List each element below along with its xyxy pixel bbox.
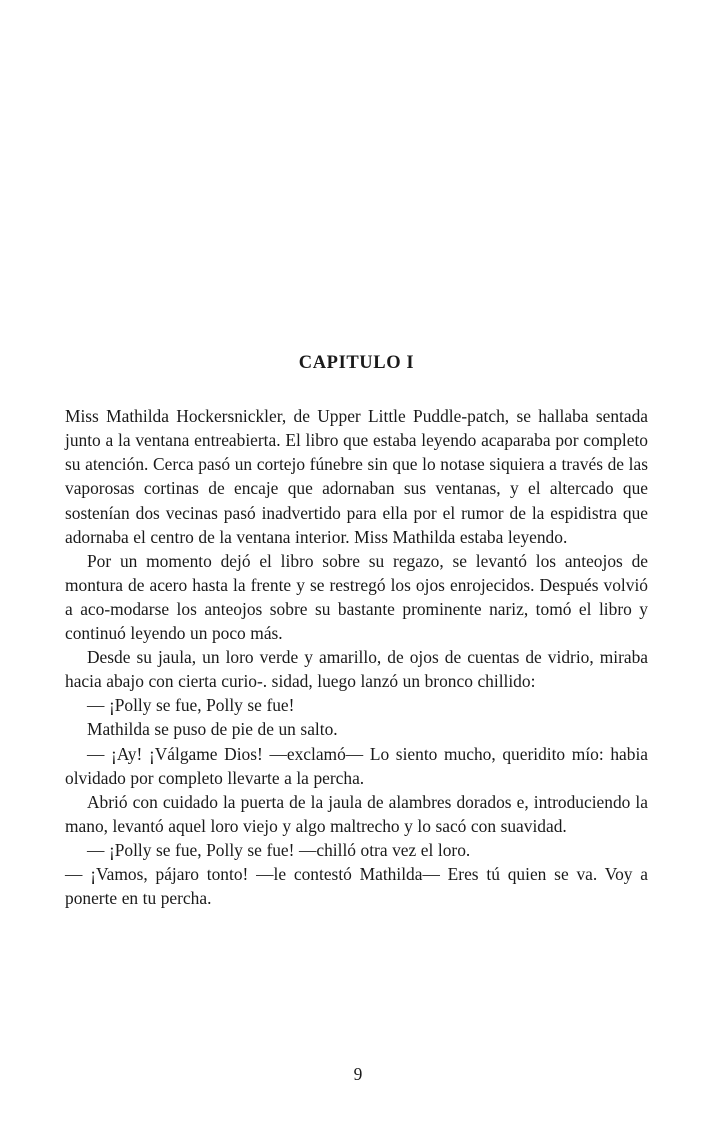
body-paragraph: Abrió con cuidado la puerta de la jaula de alambres dorados e, introduciendo la mano, levantó aquel loro viejo y algo maltrecho y lo sacó con suavidad. — [65, 791, 648, 836]
body-paragraph: Miss Mathilda Hockersnickler, de Upper Little Puddle-patch, se hallaba sentada junto a la ventana entreabierta. El libro que estaba leyendo acaparaba por completo su atención. Cerca pasó un cortejo fúnebre sin que lo notase siquiera a través de las vaporosas cortinas de encaje que adornaban sus ventanas, y el altercado que sostenían dos vecinas pasó inadvertido para ella por el rumor de la espidistra que adornaba el centro de la ventana interior. Miss Mathilda estaba leyendo. — [65, 406, 648, 547]
body-paragraph: Desde su jaula, un loro verde y amarillo, de ojos de cuentas de vidrio, miraba hacia abajo con cierta curio-. sidad, luego lanzó un bronco chillido: — [65, 647, 648, 692]
chapter-heading: CAPITULO I — [298, 353, 415, 373]
page-text-block — [65, 352, 648, 910]
body-paragraph: Mathilda se puso de pie de un salto. — [87, 719, 338, 740]
body-paragraph: — ¡Polly se fue, Polly se fue! —chilló otra vez el loro. — [87, 839, 471, 860]
body-paragraph: Por un momento dejó el libro sobre su regazo, se levantó los anteojos de montura de acero hasta la frente y se restregó los ojos enrojecidos. Después volvió a aco-modarse los anteojos sobre su bastante prominente nariz, tomó el libro y continuó leyendo un poco más. — [65, 550, 648, 644]
body-paragraph: — ¡Ay! ¡Válgame Dios! —exclamó— Lo siento mucho, queridito mío: habia olvidado por completo llevarte a la percha. — [65, 743, 648, 788]
page-number: 9 — [353, 1064, 363, 1084]
body-text-container — [65, 404, 648, 910]
body-paragraph: — ¡Vamos, pájaro tonto! —le contestó Mathilda— Eres tú quien se va. Voy a ponerte en tu percha. — [65, 863, 648, 909]
body-paragraph: — ¡Polly se fue, Polly se fue! — [87, 695, 295, 716]
